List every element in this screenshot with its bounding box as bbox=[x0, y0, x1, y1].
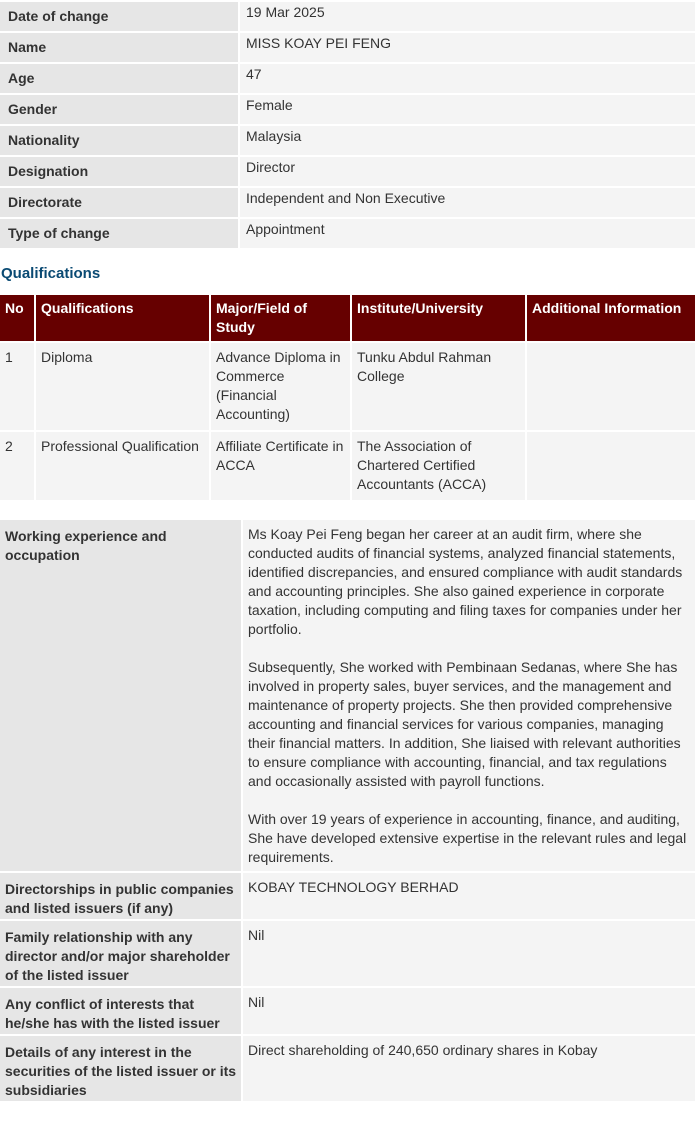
info-value: 47 bbox=[240, 64, 695, 93]
info-label: Designation bbox=[0, 157, 238, 186]
detail-label: Working experience and occupation bbox=[0, 520, 241, 871]
qualifications-header-row bbox=[0, 295, 695, 341]
info-label: Directorate bbox=[0, 188, 238, 217]
header-no: No bbox=[0, 295, 34, 341]
detail-label: Any conflict of interests that he/she has with the listed issuer bbox=[0, 988, 241, 1034]
info-value: Director bbox=[240, 157, 695, 186]
info-row-directorate bbox=[0, 188, 695, 217]
detail-value: Nil bbox=[243, 921, 695, 986]
info-row-nationality bbox=[0, 126, 695, 155]
cell-institute: The Association of Chartered Certified Accountants (ACCA) bbox=[352, 432, 525, 500]
detail-row-conflict-of-interest bbox=[0, 988, 695, 1034]
info-label: Type of change bbox=[0, 219, 238, 248]
info-label: Date of change bbox=[0, 2, 238, 31]
detail-row-family-relationship bbox=[0, 921, 695, 986]
section-spacer bbox=[0, 502, 695, 518]
detail-label: Directorships in public companies and listed issuers (if any) bbox=[0, 873, 241, 919]
cell-major: Advance Diploma in Commerce (Financial Accounting) bbox=[211, 343, 350, 430]
detail-label: Family relationship with any director and/or major shareholder of the listed issuer bbox=[0, 921, 241, 986]
info-value: 19 Mar 2025 bbox=[240, 2, 695, 31]
info-label: Nationality bbox=[0, 126, 238, 155]
info-label: Name bbox=[0, 33, 238, 62]
info-row-age bbox=[0, 64, 695, 93]
info-label: Age bbox=[0, 64, 238, 93]
info-value: Appointment bbox=[240, 219, 695, 248]
table-row bbox=[0, 343, 695, 430]
info-row-date bbox=[0, 2, 695, 31]
detail-value: KOBAY TECHNOLOGY BERHAD bbox=[243, 873, 695, 919]
experience-paragraph: Subsequently, She worked with Pembinaan Sedanas, where She has involved in property sales, buyer services, and the management and maintenance of property projects. She then provided comprehensive accounting and financial services for various companies, managing their financial matters. In addition, She liaised with relevant authorities to ensure compliance with accounting, financial, and tax regulations and occasionally assisted with payroll functions. bbox=[248, 659, 681, 789]
detail-label: Details of any interest in the securities of the listed issuer or its subsidiaries bbox=[0, 1036, 241, 1101]
cell-qualification: Professional Qualification bbox=[36, 432, 209, 500]
info-row-type-of-change bbox=[0, 219, 695, 248]
info-label: Gender bbox=[0, 95, 238, 124]
cell-additional-info bbox=[527, 343, 695, 430]
info-row-gender bbox=[0, 95, 695, 124]
info-value: Independent and Non Executive bbox=[240, 188, 695, 217]
cell-no: 1 bbox=[0, 343, 34, 430]
detail-row-directorships bbox=[0, 873, 695, 919]
detail-value: Direct shareholding of 240,650 ordinary shares in Kobay bbox=[243, 1036, 695, 1101]
change-info-table bbox=[0, 0, 695, 250]
cell-qualification: Diploma bbox=[36, 343, 209, 430]
header-major: Major/Field of Study bbox=[211, 295, 350, 341]
cell-no: 2 bbox=[0, 432, 34, 500]
detail-value: Nil bbox=[243, 988, 695, 1034]
header-institute: Institute/University bbox=[352, 295, 525, 341]
qualifications-heading: Qualifications bbox=[1, 265, 101, 282]
table-row bbox=[0, 432, 695, 500]
detail-row-securities-interest bbox=[0, 1036, 695, 1101]
experience-paragraph: Ms Koay Pei Feng began her career at an audit firm, where she conducted audits of financial systems, analyzed financial statements, identified discrepancies, and ensured compliance with audit standards and accounting principles. She also gained experience in corporate taxation, including computing and filing taxes for companies under her portfolio. bbox=[248, 526, 683, 637]
cell-major: Affiliate Certificate in ACCA bbox=[211, 432, 350, 500]
info-value: Female bbox=[240, 95, 695, 124]
info-row-name bbox=[0, 33, 695, 62]
cell-institute: Tunku Abdul Rahman College bbox=[352, 343, 525, 430]
header-qualifications: Qualifications bbox=[36, 295, 209, 341]
detail-value bbox=[243, 520, 695, 871]
cell-additional-info bbox=[527, 432, 695, 500]
experience-paragraph: With over 19 years of experience in accounting, finance, and auditing, She have developed extensive expertise in the relevant rules and legal requirements. bbox=[248, 811, 687, 865]
detail-row-working-experience bbox=[0, 520, 695, 871]
info-value: MISS KOAY PEI FENG bbox=[240, 33, 695, 62]
header-additional-info: Additional Information bbox=[527, 295, 695, 341]
qualifications-table bbox=[0, 293, 695, 502]
info-row-designation bbox=[0, 157, 695, 186]
details-table bbox=[0, 518, 695, 1103]
info-value: Malaysia bbox=[240, 126, 695, 155]
